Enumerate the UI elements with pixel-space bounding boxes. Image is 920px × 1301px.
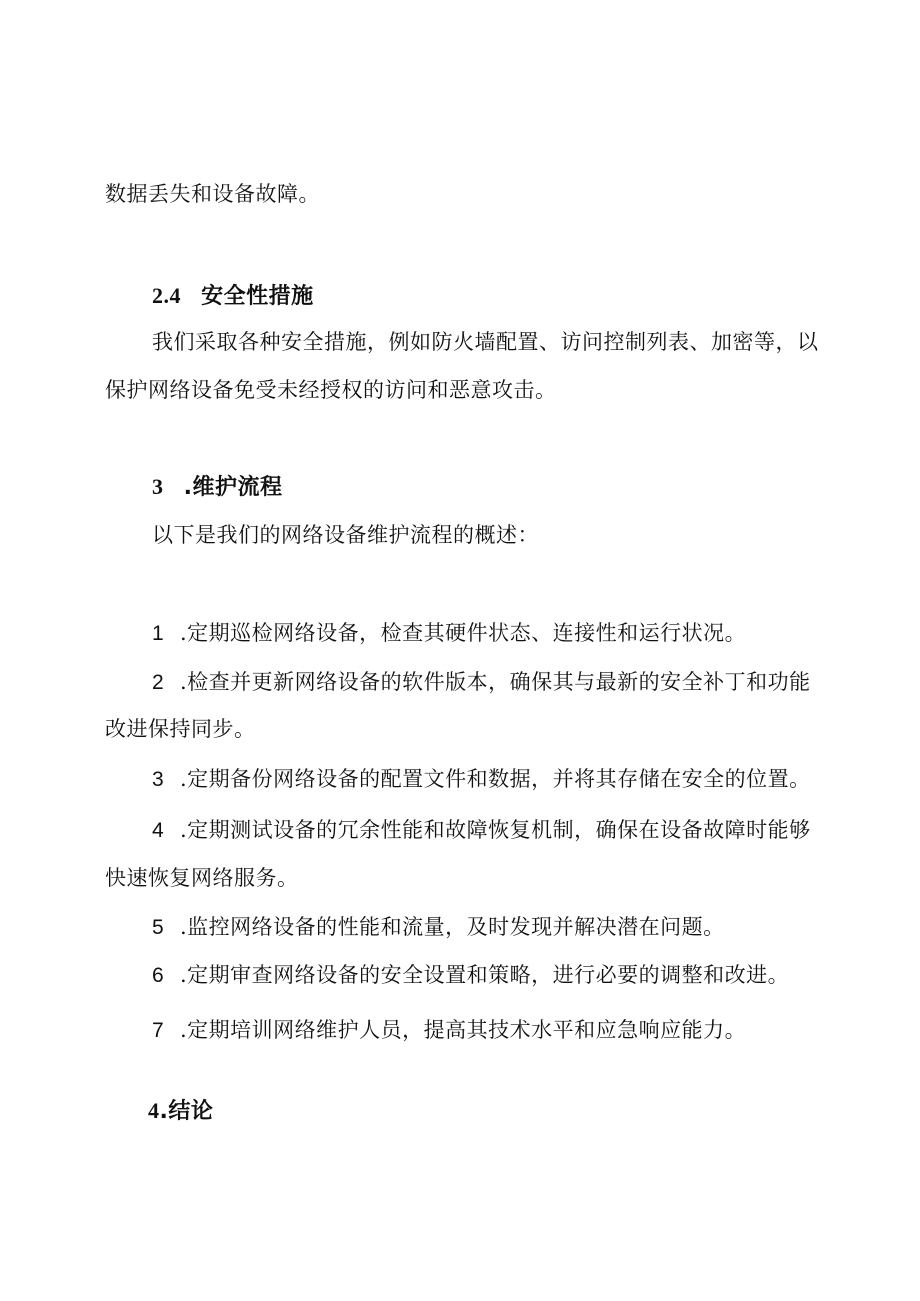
list-item-text: .定期培训网络维护人员，提高其技术水平和应急响应能力。 bbox=[180, 1018, 747, 1042]
list-item-number: 7 bbox=[152, 1019, 165, 1042]
list-item bbox=[152, 618, 746, 649]
section-2-4-heading bbox=[152, 281, 314, 312]
list-item-number: 3 bbox=[152, 768, 165, 791]
list-item bbox=[152, 1015, 746, 1046]
list-item bbox=[152, 815, 811, 846]
list-item-continuation: 改进保持同步。 bbox=[105, 717, 256, 741]
list-item bbox=[152, 960, 789, 991]
list-item-number: 5 bbox=[152, 916, 165, 939]
list-item bbox=[152, 667, 811, 698]
list-item-text: .检查并更新网络设备的软件版本，确保其与最新的安全补丁和功能 bbox=[180, 670, 811, 694]
list-item bbox=[152, 912, 725, 943]
section-2-4-body-line-2: 保护网络设备免受未经授权的访问和恶意攻击。 bbox=[105, 378, 557, 402]
list-item bbox=[152, 764, 811, 795]
section-4-number: 4 bbox=[148, 1098, 160, 1123]
section-3-intro: 以下是我们的网络设备维护流程的概述： bbox=[152, 523, 539, 547]
section-3-title: .维护流程 bbox=[183, 475, 283, 500]
list-item-text: .定期备份网络设备的配置文件和数据，并将其存储在安全的位置。 bbox=[180, 767, 811, 791]
list-item-text: .监控网络设备的性能和流量，及时发现并解决潜在问题。 bbox=[180, 915, 725, 939]
list-item-number: 6 bbox=[152, 964, 165, 987]
section-4-heading bbox=[148, 1096, 213, 1127]
list-item-text: .定期巡检网络设备，检查其硬件状态、连接性和运行状况。 bbox=[180, 621, 747, 645]
section-2-4-title: 安全性措施 bbox=[201, 284, 314, 309]
list-item-continuation: 快速恢复网络服务。 bbox=[105, 866, 299, 890]
section-4-title: .结论 bbox=[159, 1099, 214, 1124]
list-item-number: 4 bbox=[152, 819, 165, 842]
section-2-4-body-line-1: 我们采取各种安全措施，例如防火墙配置、访问控制列表、加密等，以 bbox=[152, 330, 819, 354]
list-item-text: .定期测试设备的冗余性能和故障恢复机制，确保在设备故障时能够 bbox=[180, 818, 811, 842]
section-3-heading bbox=[152, 472, 283, 503]
list-item-number: 1 bbox=[152, 622, 165, 645]
section-3-number: 3 bbox=[152, 474, 164, 499]
paragraph-tail: 数据丢失和设备故障。 bbox=[105, 182, 320, 206]
list-item-number: 2 bbox=[152, 671, 165, 694]
list-item-text: .定期审查网络设备的安全设置和策略，进行必要的调整和改进。 bbox=[180, 963, 790, 987]
section-2-4-number: 2.4 bbox=[152, 283, 181, 308]
